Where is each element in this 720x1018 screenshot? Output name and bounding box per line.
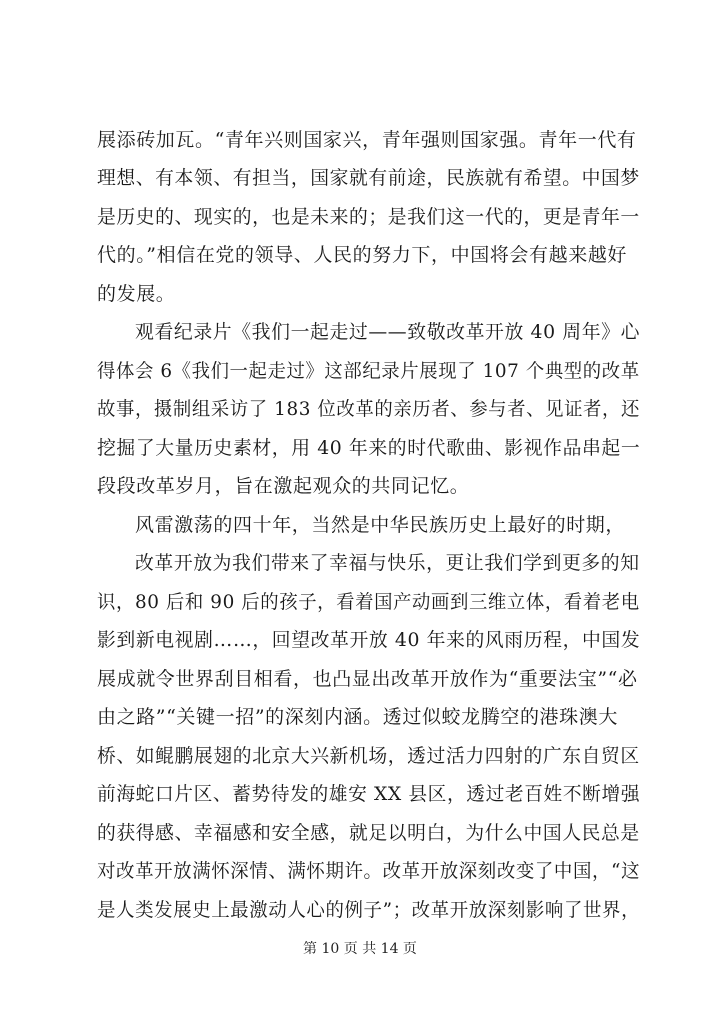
text-line: 故事，摄制组采访了 183 位改革的亲历者、参与者、见证者，还 [97,398,640,420]
text-line: 代的。”相信在党的领导、人民的努力下，中国将会有越来越好 [97,244,628,266]
text-line: 改革开放为我们带来了幸福与快乐，更让我们学到更多的知 [135,552,640,574]
text-line: 风雷激荡的四十年，当然是中华民族历史上最好的时期， [135,514,626,536]
text-line: 前海蛇口片区、蓄势待发的雄安 XX 县区，透过老百姓不断增强 [97,783,641,805]
text-line: 段段改革岁月，旨在激起观众的共同记忆。 [97,475,470,497]
text-line: 影到新电视剧……，回望改革开放 40 年来的风雨历程，中国发 [97,629,641,651]
text-line: 的获得感、幸福感和安全感，就足以明白，为什么中国人民总是 [97,822,640,844]
text-line: 桥、如鲲鹏展翅的北京大兴新机场，透过活力四射的广东自贸区 [97,745,640,767]
text-line: 得体会 6《我们一起走过》这部纪录片展现了 107 个典型的改革 [97,360,640,382]
text-line: 展成就令世界刮目相看，也凸显出改革开放作为“重要法宝”“必 [97,668,638,690]
text-line: 是人类发展史上最激动人心的例子”；改革开放深刻影响了世界， [97,899,641,921]
text-line: 识，80 后和 90 后的孩子，看着国产动画到三维立体，看着老电 [97,591,640,613]
text-line: 由之路”“关键一招”的深刻内涵。透过似蛟龙腾空的港珠澳大 [97,706,618,728]
text-line: 的发展。 [97,283,176,305]
text-line: 观看纪录片《我们一起走过——致敬改革开放 40 周年》心 [135,321,641,343]
text-line: 是历史的、现实的，也是未来的；是我们这一代的，更是青年一 [97,206,640,228]
page-footer: 第 10 页 共 14 页 [303,941,417,957]
text-line: 对改革开放满怀深情、满怀期许。改革开放深刻改变了中国，“这 [97,860,641,882]
text-line: 挖掘了大量历史素材，用 40 年来的时代歌曲、影视作品串起一 [97,437,641,459]
text-line: 展添砖加瓦。“青年兴则国家兴，青年强则国家强。青年一代有 [97,129,637,151]
text-line: 理想、有本领、有担当，国家就有前途，民族就有希望。中国梦 [97,167,640,189]
